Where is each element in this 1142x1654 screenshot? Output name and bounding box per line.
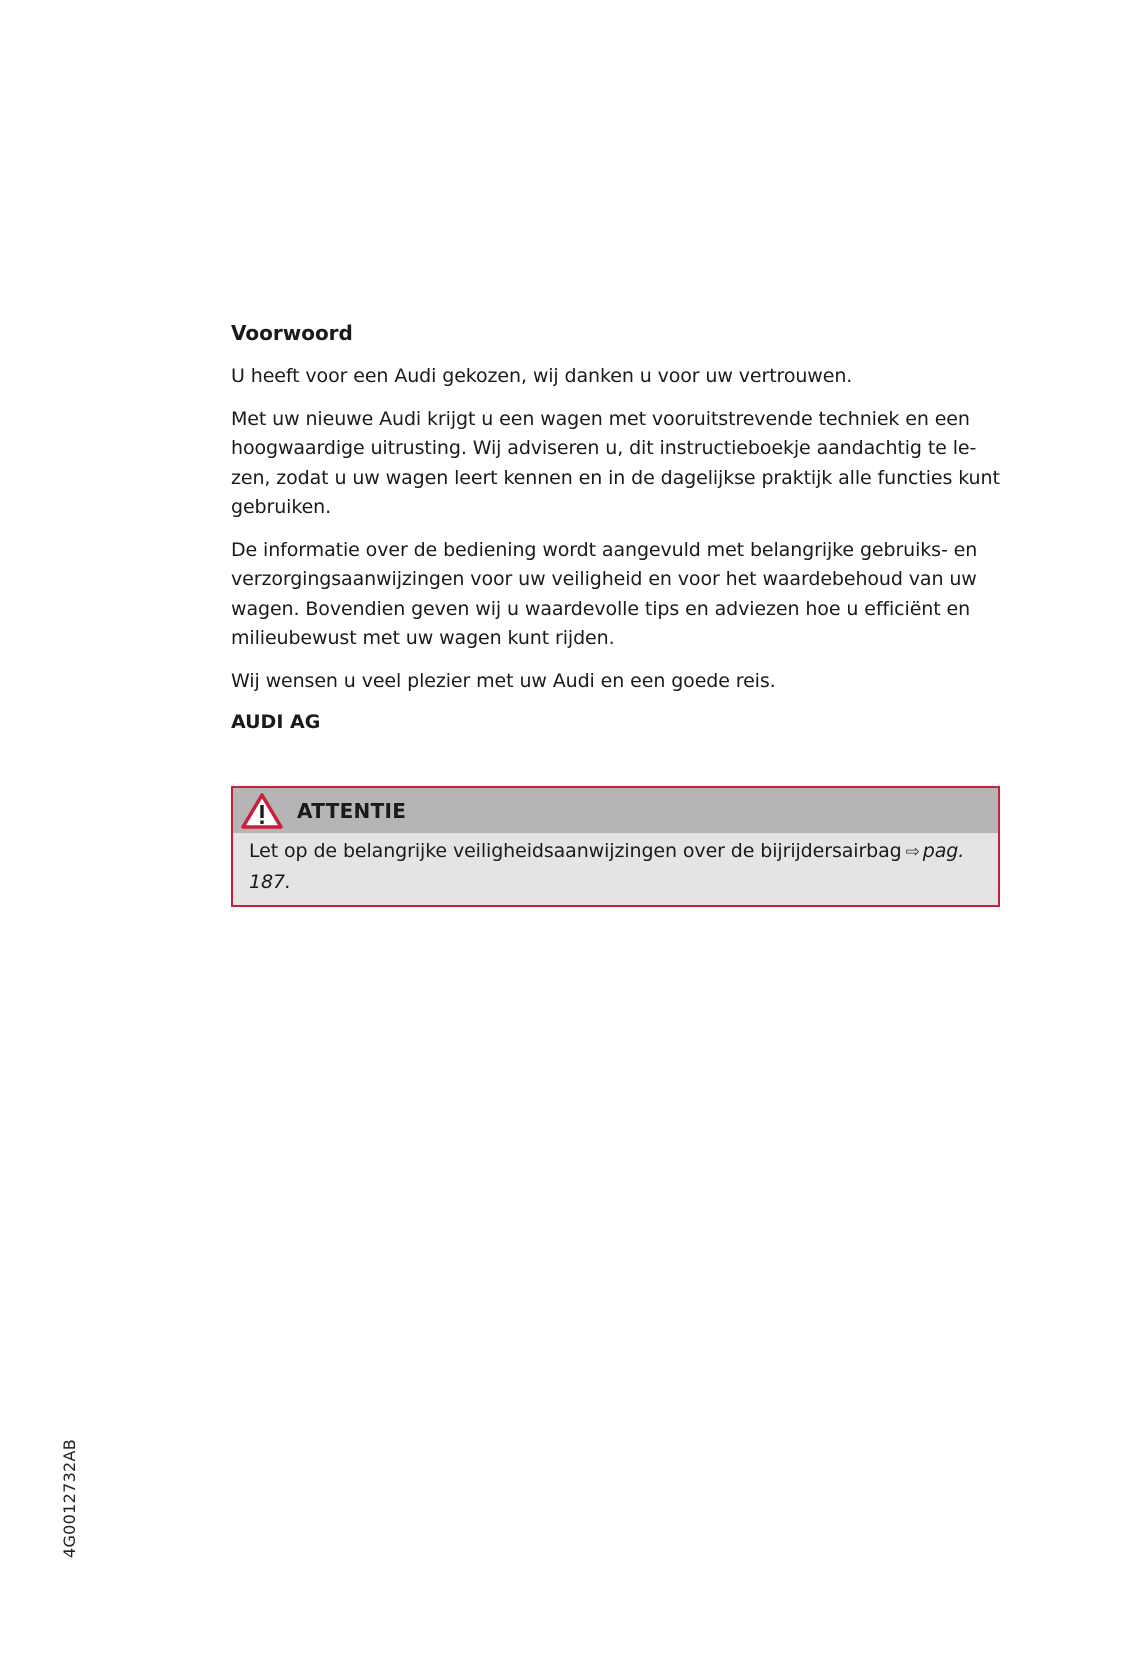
signature: AUDI AG: [231, 711, 321, 733]
document-code: 4G0012732AB: [60, 1438, 79, 1558]
paragraph-intro: U heeft voor een Audi gekozen, wij danken u voor uw vertrouwen.: [231, 365, 853, 387]
warning-triangle-icon: [241, 793, 283, 829]
page-reference-number: 187: [249, 870, 285, 893]
page-reference-arrow-icon: ⇨: [905, 842, 920, 862]
foreword-section: [231, 320, 1001, 735]
warning-title: ATTENTIE: [297, 798, 407, 823]
warning-header: [233, 788, 998, 833]
page-reference-end: .: [284, 870, 291, 893]
warning-box: [231, 786, 1000, 907]
paragraph-manual-advice: Met uw nieuwe Audi krijgt u een wagen met vooruitstrevende techniek en een hoogwaardige uitrusting. Wij adviseren u, dit instructieboekje aandachtig te le-zen, zodat u uw wagen leert kennen en in de dagelijkse praktijk alle functies kunt gebruiken.: [231, 407, 1000, 518]
warning-body: [233, 833, 998, 905]
paragraph-information: De informatie over de bediening wordt aangevuld met belangrijke gebruiks- en verzorgingsaanwijzingen voor uw veiligheid en voor het waardebehoud van uw wagen. Bovendien geven wij u waardevolle tips en adviezen hoe u efficiënt en milieubewust met uw wagen kunt rijden.: [231, 538, 978, 649]
page-title: Voorwoord: [231, 321, 353, 345]
paragraph-wishes: Wij wensen u veel plezier met uw Audi en een goede reis.: [231, 669, 776, 692]
warning-text: Let op de belangrijke veiligheidsaanwijzingen over de bijrijdersairbag: [249, 840, 902, 862]
page-reference-label: pag.: [922, 840, 965, 862]
